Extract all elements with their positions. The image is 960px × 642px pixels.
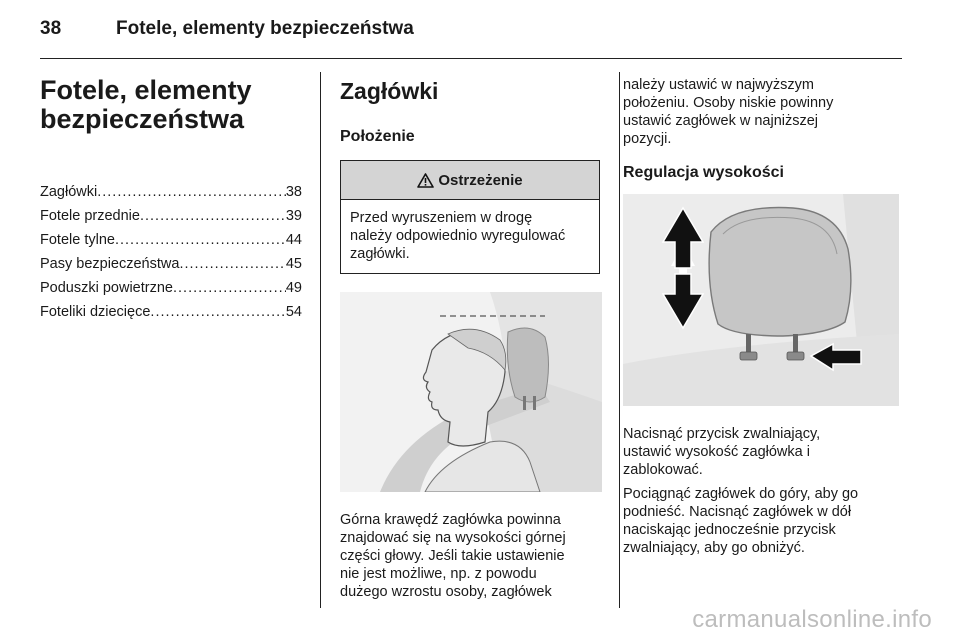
warning-header xyxy=(341,161,599,200)
adjustment-step-2: Pociągnąć zagłówek do góry, aby go podnieść. Nacisnąć zagłówek w dół naciskając jednocześnie przycisk zwalniający, aby go obniżyć. xyxy=(623,486,859,556)
toc-entry-poduszki[interactable]: Poduszki powietrzne ..... 49 xyxy=(40,276,302,300)
subheading-polozenie: Położenie xyxy=(340,128,415,145)
chapter-title: Fotele, elementy bezpieczeństwa xyxy=(40,75,252,134)
left-column xyxy=(40,76,302,324)
toc-entry-fotele-tylne[interactable]: Fotele tylne ..... 44 xyxy=(40,228,302,252)
running-section-title: Fotele, elementy bezpieczeństwa xyxy=(116,18,414,39)
header-rule xyxy=(40,58,902,59)
adjustment-step-1: Nacisnąć przycisk zwalniający, ustawić wysokość zagłówka i zablokować. xyxy=(623,426,821,478)
column-divider-right xyxy=(619,72,620,608)
toc-entry-foteliki[interactable]: Foteliki dziecięce ..... 54 xyxy=(40,300,302,324)
page-header xyxy=(40,18,900,54)
watermark: carmanualsonline.info xyxy=(692,606,932,633)
warning-title: Ostrzeżenie xyxy=(438,171,523,189)
right-column xyxy=(623,76,903,557)
warning-text: Przed wyruszeniem w drogę należy odpowiednio wyregulować zagłówki. xyxy=(350,210,566,262)
toc-entry-zaglowki[interactable]: Zagłówki ..... 38 xyxy=(40,180,302,204)
middle-column xyxy=(340,76,602,601)
toc-entry-fotele-przednie[interactable]: Fotele przednie ..... 39 xyxy=(40,204,302,228)
position-description-continued: należy ustawić w najwyższym położeniu. Osoby niskie powinny ustawić zagłówek w najniższej pozycji. xyxy=(623,77,834,147)
position-description: Górna krawędź zagłówka powinna znajdować się na wysokości górnej części głowy. Jeśli takie ustawienie nie jest możliwe, np. z powodu dużego wzrostu osoby, zagłówek xyxy=(340,512,566,600)
warning-box xyxy=(340,160,600,274)
headrest-position-illustration xyxy=(340,292,602,492)
page-number: 38 xyxy=(40,18,62,39)
column-divider-left xyxy=(320,72,321,608)
subheading-regulacja: Regulacja wysokości xyxy=(623,164,784,181)
heading-zaglowki: Zagłówki xyxy=(340,78,439,104)
table-of-contents xyxy=(40,180,302,324)
toc-entry-pasy[interactable]: Pasy bezpieczeństwa ..... 45 xyxy=(40,252,302,276)
headrest-height-adjustment-illustration xyxy=(623,194,899,406)
warning-triangle-icon xyxy=(417,173,434,188)
